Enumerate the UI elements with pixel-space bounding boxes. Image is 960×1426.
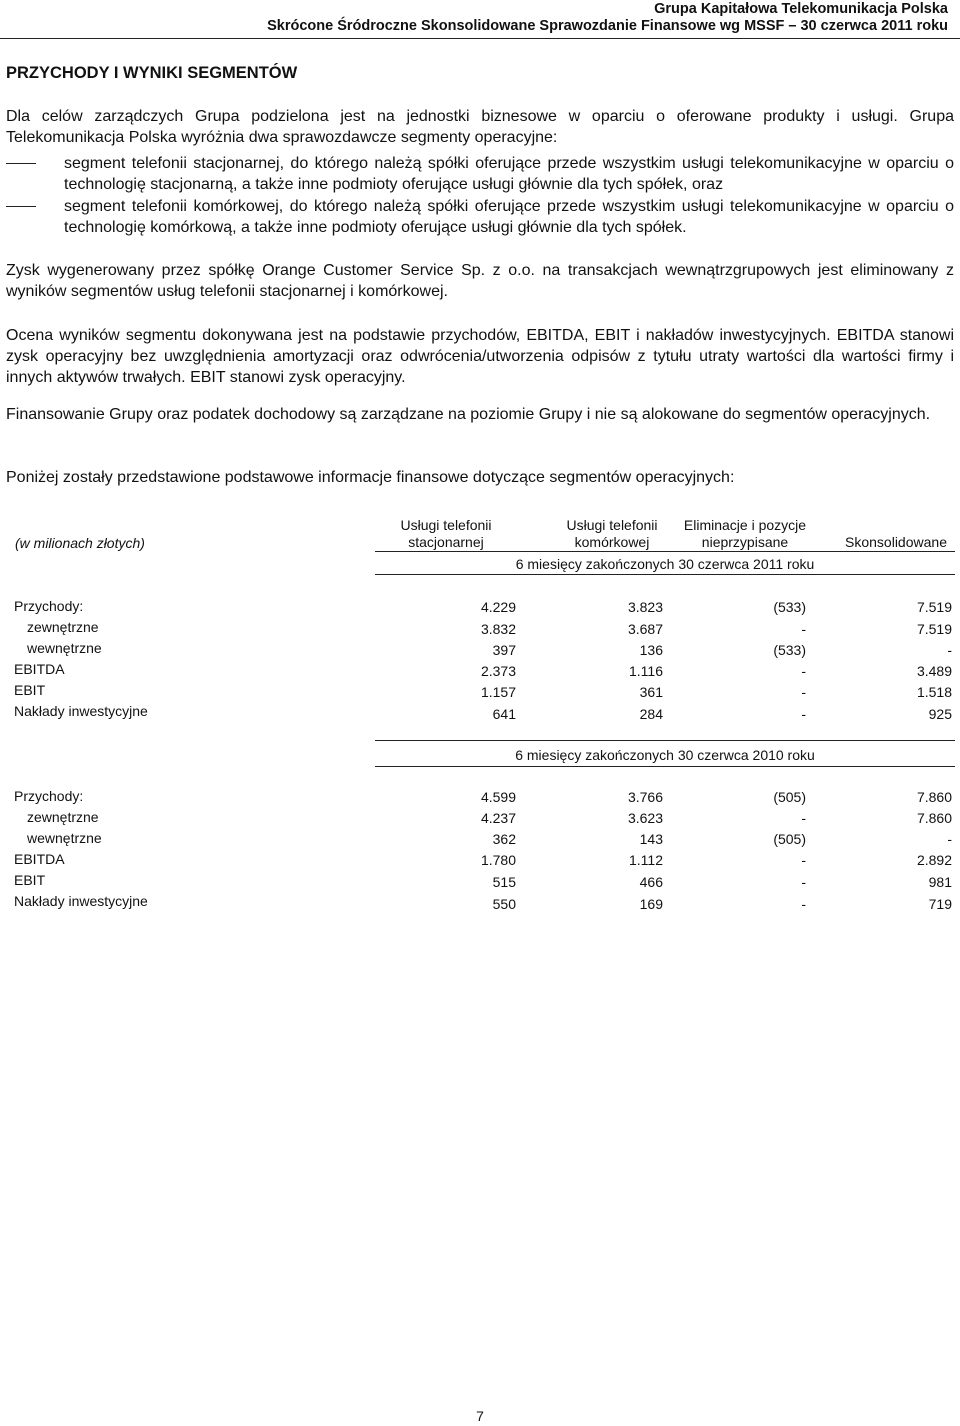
row-label: Nakłady inwestycyjne [14,703,148,719]
row-label: EBITDA [14,661,65,677]
table-cell: 4.599 [480,789,516,805]
section-title: PRZYCHODY I WYNIKI SEGMENTÓW [6,64,298,82]
row-label: zewnętrzne [27,619,99,635]
period-label-2010: 6 miesięcy zakończonych 30 czerwca 2010 roku [515,747,815,763]
table-cell: 284 [639,706,663,722]
table-cell: 4.237 [480,810,516,826]
table-rule [375,766,955,767]
table-cell: 3.623 [627,810,663,826]
table-cell: 1.157 [480,684,516,700]
row-label: Nakłady inwestycyjne [14,893,148,909]
table-cell: 397 [492,642,516,658]
unit-label: (w milionach złotych) [15,535,145,551]
table-cell: (505) [773,789,806,805]
table-cell: 7.860 [916,810,952,826]
table-cell: 1.780 [480,852,516,868]
table-cell: - [801,621,806,637]
header-company: Grupa Kapitałowa Telekomunikacja Polska [654,1,948,17]
page-header [0,0,960,35]
table-cell: - [801,684,806,700]
table-cell: - [801,852,806,868]
table-cell: 1.116 [629,663,663,679]
table-cell: 7.860 [916,789,952,805]
table-cell: 550 [492,896,516,912]
page-number: 7 [476,1408,484,1424]
table-cell: 2.373 [480,663,516,679]
row-label: wewnętrzne [27,830,102,846]
column-header-fixed: Usługi telefonii stacjonarnej [400,517,492,550]
table-cell: 981 [928,874,952,890]
table-cell: 1.518 [916,684,952,700]
header-report-title: Skrócone Śródroczne Skonsolidowane Sprawozdanie Finansowe wg MSSF – 30 czerwca 2011 roku [267,18,948,34]
table-cell: 641 [492,706,516,722]
row-label: EBIT [14,682,46,698]
paragraph-ocs: Zysk wygenerowany przez spółkę Orange Customer Service Sp. z o.o. na transakcjach wewnątrzgrupowych jest eliminowany z wyników segmentów usług telefonii stacjonarnej i komórkowej. [6,262,954,300]
paragraph-financing: Finansowanie Grupy oraz podatek dochodowy są zarządzane na poziomie Grupy i nie są alokowane do segmentów operacyjnych. [6,406,931,423]
table-cell: 3.823 [627,599,663,615]
row-label: Przychody: [14,598,84,614]
dash-marker [6,163,36,164]
table-cell: (505) [773,831,806,847]
table-rule [375,574,955,575]
table-cell: - [947,831,952,847]
table-rule [375,740,955,741]
table-cell: 2.892 [916,852,952,868]
table-cell: 3.832 [480,621,516,637]
table-cell: - [947,642,952,658]
table-cell: 143 [639,831,663,847]
table-cell: - [801,896,806,912]
dash-marker [6,206,36,207]
paragraph-evaluation: Ocena wyników segmentu dokonywana jest na podstawie przychodów, EBITDA, EBIT i nakładów inwestycyjnych. EBITDA stanowi zysk operacyjny bez uwzględnienia amortyzacji oraz odwrócenia/utworzenia odpisów z tytułu utraty wartości dla wartości firmy i innych aktywów trwałych. EBIT stanowi zysk operacyjny. [6,327,954,386]
column-header-consolidated: Skonsolidowane [845,534,947,550]
intro-paragraph: Dla celów zarządczych Grupa podzielona jest na jednostki biznesowe w oparciu o oferowane produkty i usługi. Grupa Telekomunikacja Polska wyróżnia dwa sprawozdawcze segmenty operacyjne: [6,108,954,146]
row-label: EBIT [14,872,46,888]
table-cell: (533) [773,599,806,615]
row-label: Przychody: [14,788,84,804]
table-cell: 719 [928,896,952,912]
row-label: EBITDA [14,851,65,867]
table-cell: 136 [639,642,663,658]
table-cell: 466 [639,874,663,890]
table-cell: 4.229 [480,599,516,615]
table-cell: 7.519 [916,599,952,615]
column-header-mobile: Usługi telefonii komórkowej [566,517,658,550]
table-cell: 7.519 [916,621,952,637]
table-cell: 515 [492,874,516,890]
table-rule [375,551,955,552]
column-header-eliminations: Eliminacje i pozycje nieprzypisane [683,517,807,550]
bullet-text: segment telefonii stacjonarnej, do którego należą spółki oferujące przede wszystkim usługi telekomunikacyjne w oparciu o technologię stacjonarną, a także inne podmioty oferujące usługi głównie dla tych spółek, oraz [64,155,954,193]
header-rule [0,38,960,39]
table-cell: - [801,663,806,679]
bullet-text: segment telefonii komórkowej, do którego należą spółki oferujące przede wszystkim usługi telekomunikacyjne w oparciu o technologię komórkową, a także inne podmioty oferujące usługi głównie dla tych spółek. [64,198,954,236]
table-cell: 169 [639,896,663,912]
table-cell: 1.112 [629,852,663,868]
table-cell: 3.766 [627,789,663,805]
table-cell: 3.489 [916,663,952,679]
table-cell: (533) [773,642,806,658]
bullet-item [6,196,954,238]
table-cell: - [801,810,806,826]
row-label: zewnętrzne [27,809,99,825]
row-label: wewnętrzne [27,640,102,656]
paragraph-table-intro: Poniżej zostały przedstawione podstawowe informacje finansowe dotyczące segmentów operacyjnych: [6,469,735,486]
table-cell: 925 [928,706,952,722]
period-label-2011: 6 miesięcy zakończonych 30 czerwca 2011 roku [515,556,815,572]
table-cell: - [801,706,806,722]
table-cell: 361 [639,684,663,700]
table-cell: 3.687 [627,621,663,637]
bullet-item [6,153,954,195]
table-cell: - [801,874,806,890]
table-cell: 362 [492,831,516,847]
